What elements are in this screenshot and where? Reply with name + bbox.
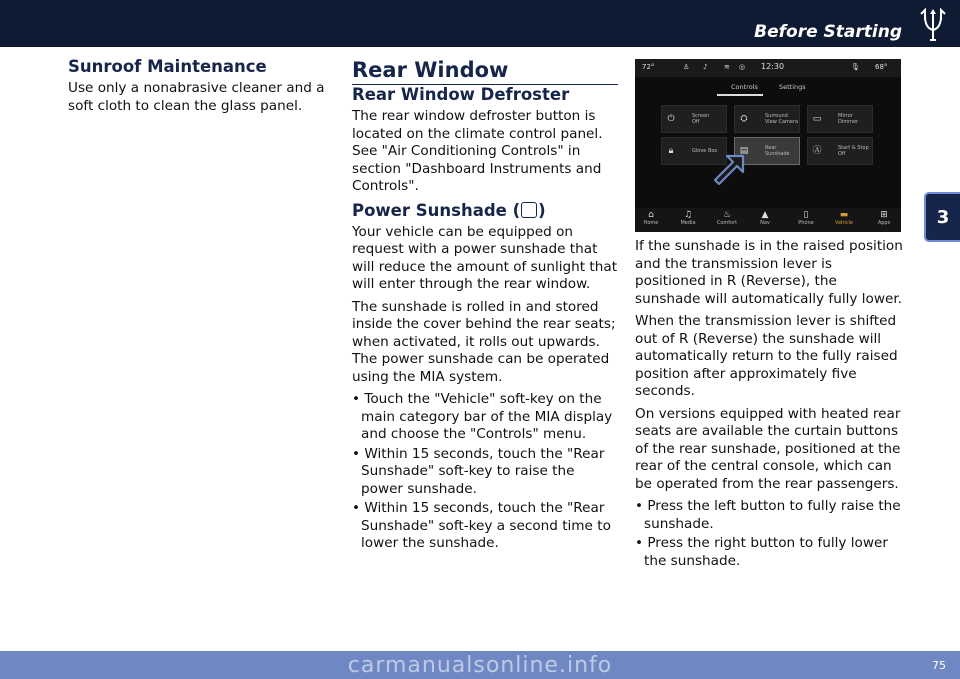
tile-glove-box: 🔒︎ Glove Box: [661, 137, 727, 165]
bell-icon: ♪: [703, 63, 708, 71]
mia-display-screenshot: [635, 59, 901, 232]
defroster-heading: Rear Window Defroster: [352, 85, 570, 104]
seat-icon: ♨: [722, 210, 732, 220]
camera-icon: ⛭: [740, 114, 748, 124]
clock: 12:30: [761, 62, 785, 71]
pointer-arrow-icon: [709, 153, 749, 191]
sunroof-text: Use only a nonabrasive cleaner and a soft cloth to clean the glass panel.: [68, 80, 325, 114]
sunshade-icon: ▤: [739, 146, 749, 156]
tile-mirror-dimmer: ▭ Mirror Dimmer: [807, 105, 873, 133]
nav-apps: ⊞ Apps: [868, 210, 900, 226]
wifi-icon: ≋: [724, 63, 730, 71]
sunshade-icon: [521, 202, 537, 218]
start-stop-icon: Ⓐ: [812, 146, 822, 156]
nav-vehicle: ▬ Vehicle: [828, 210, 860, 226]
lock-icon: 🔒︎: [668, 146, 674, 156]
page-number: 75: [932, 659, 946, 672]
list-item: • Touch the "Vehicle" soft-key on the main category bar of the MIA display and choose the "Controls" menu.: [352, 391, 613, 442]
tile-screen-off: ⏻ Screen Off: [661, 105, 727, 133]
nav-media: ♫ Media: [672, 210, 704, 226]
defroster-text: The rear window defroster button is located on the climate control panel. See "Air Conditioning Controls" in section "Dashboard Instruments and Controls".: [352, 108, 603, 194]
music-icon: ♫: [683, 210, 693, 220]
paragraph-reverse-raise: When the transmission lever is shifted out of R (Reverse) the sunshade will automatically return to the fully raised position after approximately five seconds.: [635, 313, 898, 399]
header-title: Before Starting: [754, 22, 902, 42]
nav-nav: ▲ Nav: [749, 210, 781, 226]
tile-rear-sunshade: ▤ Rear Sunshade: [734, 137, 800, 165]
watermark: carmanualsonline.info: [347, 653, 613, 678]
status-bar: [635, 59, 901, 77]
microphone-icon: 🎙︎: [851, 63, 860, 71]
tile-surround-view-camera: ⛭ Surround View Camera: [734, 105, 800, 133]
sunshade-paragraph-2: The sunshade is rolled in and stored inside the cover behind the rear seats; when activated, it rolls out upwards. The power sunshade can be operated using the MIA system.: [352, 298, 616, 385]
footer-bar: [0, 651, 960, 679]
nav-phone: ▯ Phone: [790, 210, 822, 226]
apps-grid-icon: ⊞: [880, 210, 888, 220]
sunshade-heading: Power Sunshade ( ): [352, 200, 546, 220]
car-icon: ▬: [839, 210, 849, 220]
rear-window-section: [352, 57, 618, 555]
header-bar: [0, 0, 960, 47]
rear-window-heading: Rear Window: [352, 57, 618, 85]
sunroof-heading: Sunroof Maintenance: [68, 57, 267, 76]
nav-home: ⌂ Home: [635, 210, 667, 226]
phone-icon: ▯: [803, 210, 809, 220]
screen-nav-bar: [635, 208, 901, 232]
list-item: • Within 15 seconds, touch the "Rear Sunshade" soft-key a second time to lower the sunshade.: [352, 500, 611, 551]
screen-tabs: [717, 81, 827, 95]
list-item: • Within 15 seconds, touch the "Rear Sunshade" soft-key to raise the power sunshade.: [352, 445, 605, 497]
settings-icon: ◎: [739, 63, 746, 71]
nav-comfort: ♨ Comfort: [711, 210, 743, 226]
tab-settings: Settings: [779, 83, 806, 91]
list-item: • Press the left button to fully raise the sunshade.: [635, 498, 901, 532]
chapter-tab: 3: [924, 192, 960, 242]
curtain-button-steps: [635, 498, 903, 570]
mirror-icon: ▭: [812, 114, 822, 124]
user-icon: ♙: [683, 63, 690, 71]
trident-logo-icon: [916, 8, 950, 44]
tab-controls: Controls: [731, 83, 758, 91]
sunshade-operation-section: [635, 238, 903, 572]
tile-start-stop: Ⓐ Start & Stop Off: [807, 137, 873, 165]
list-item: • Press the right button to fully lower the sunshade.: [635, 535, 888, 569]
home-icon: ⌂: [648, 210, 654, 220]
cabin-temperature: 68°: [875, 63, 888, 71]
navigation-icon: ▲: [761, 210, 769, 220]
paragraph-curtain-buttons: On versions equipped with heated rear seats are available the curtain buttons of the rear sunshade, positioned at the rear of the central console, which can be operated from the rear passengers.: [635, 405, 901, 492]
paragraph-reverse-lower: If the sunshade is in the raised position and the transmission lever is positioned in R (Reverse), the sunshade will automatically fully lower.: [635, 238, 903, 307]
outside-temperature: 72°: [642, 63, 655, 71]
power-icon: ⏻: [667, 114, 675, 124]
active-tab-indicator: [717, 94, 763, 96]
sunroof-section: [68, 57, 330, 120]
sunshade-paragraph-1: Your vehicle can be equipped on request with a power sunshade that will reduce the amount of sunlight that will enter through the rear window.: [352, 223, 618, 292]
sunshade-steps: [352, 391, 618, 553]
